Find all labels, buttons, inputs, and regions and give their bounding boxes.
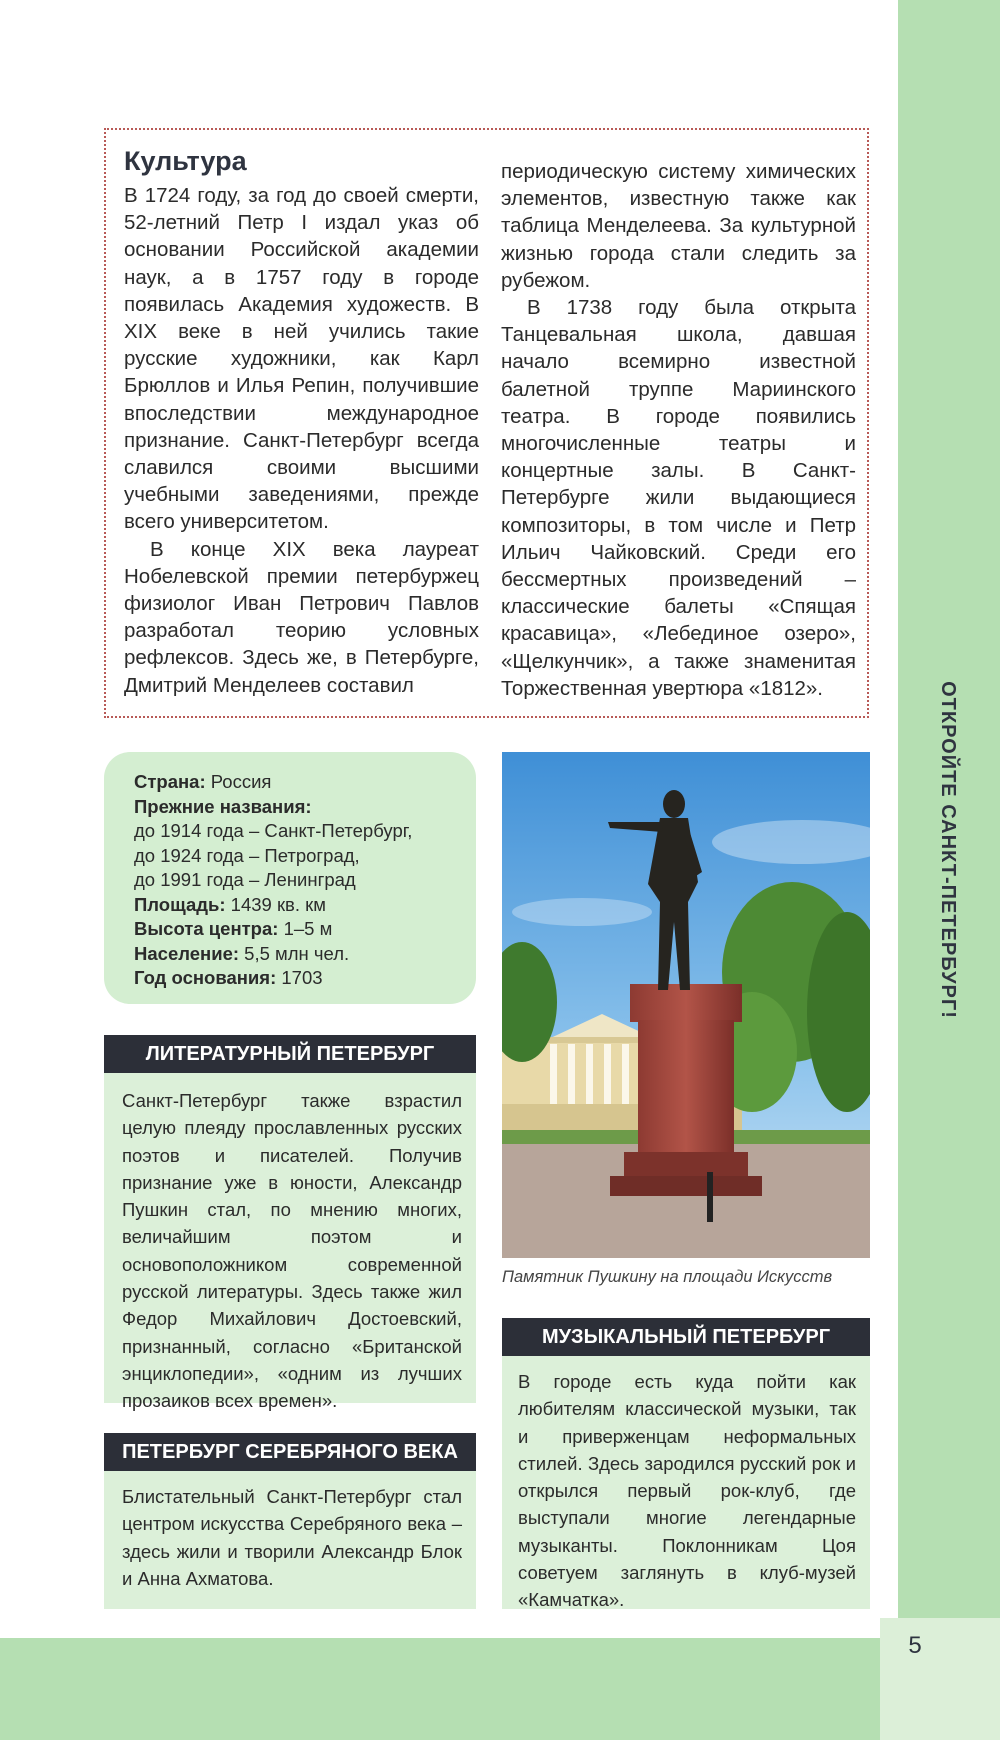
culture-right-column <box>501 158 856 702</box>
fact-former-name: до 1924 года – Петроград, <box>134 844 360 866</box>
literary-text: Санкт-Петербург также взрастил целую плеяду прославленных русских поэтов и писателей. Получив признание уже в юности, Александр Пушкин стал, по мнению многих, величайшим поэтом и основоположником современной русской литературы. Здесь также жил Федор Михайлович Достоевский, признанный, согласно «Британской энциклопедии», «одним из лучших прозаиков всех времен». <box>122 1090 462 1412</box>
musical-panel <box>502 1356 870 1609</box>
fact-population <box>134 942 464 967</box>
literary-heading: ЛИТЕРАТУРНЫЙ ПЕТЕРБУРГ <box>104 1035 476 1073</box>
fact-value: 1439 кв. км <box>225 893 326 915</box>
fact-former-names <box>134 795 464 820</box>
sign-post <box>707 1172 713 1222</box>
fact-label: Прежние названия: <box>134 795 312 817</box>
fact-value: Россия <box>205 771 272 792</box>
fact-label: Страна: <box>134 771 206 792</box>
page-number: 5 <box>908 1632 922 1659</box>
cloud <box>512 898 652 926</box>
fact-label: Население: <box>134 942 240 964</box>
culture-left-column <box>124 182 479 699</box>
fact-label: Год основания: <box>134 967 277 988</box>
fact-value: 5,5 млн чел. <box>239 942 350 964</box>
musical-heading: МУЗЫКАЛЬНЫЙ ПЕТЕРБУРГ <box>502 1318 870 1356</box>
silver-age-heading: ПЕТЕРБУРГ СЕРЕБРЯНОГО ВЕКА <box>104 1433 476 1471</box>
fact-value: 1703 <box>276 967 323 988</box>
facts-list <box>134 770 464 991</box>
musical-text: В городе есть куда пойти как любителям классической музыки, так и приверженцам неформальных стилей. Здесь зародился русский рок и открылся первый рок-клуб, где выступали многие легендарные музыканты. Поклонникам Цоя советуем заглянуть в клуб-музей «Камчатка». <box>518 1371 856 1611</box>
culture-paragraph: В конце XIX века лауреат Нобелевской премии петербуржец физиолог Иван Петрович Павлов разработал теорию условных рефлексов. Здесь же, в Петербурге, Дмитрий Менделеев составил <box>124 537 479 697</box>
fact-height <box>134 917 464 942</box>
silver-age-text: Блистательный Санкт-Петербург стал центром искусства Серебряного века – здесь жили и творили Александр Блок и Анна Ахматова. <box>122 1486 462 1589</box>
culture-paragraph: В 1738 году была открыта Танцевальная школа, давшая начало всемирно известной балетной труппе Мариинского театра. В городе появились многочисленные театры и концертные залы. В Санкт-Петербурге жили выдающиеся композиторы, в том числе и Петр Ильич Чайковский. Среди его бессмертных произведений – классические балеты «Спящая красавица», «Лебединое озеро», «Щелкунчик», а также знаменитая Торжественная увертюра «1812». <box>501 296 856 700</box>
photo-caption: Памятник Пушкину на площади Искусств <box>502 1268 833 1286</box>
fact-country <box>134 770 464 795</box>
culture-title: Культура <box>124 146 247 176</box>
silver-age-panel <box>104 1471 476 1609</box>
culture-box <box>104 128 869 718</box>
fact-former-name: до 1991 года – Ленинград <box>134 869 356 890</box>
fact-founded <box>134 966 464 991</box>
bottom-band <box>0 1638 898 1740</box>
fact-label: Площадь: <box>134 893 226 915</box>
facts-box <box>104 752 476 1004</box>
fact-former-name: до 1914 года – Санкт-Петербург, <box>134 820 413 841</box>
fact-label: Высота центра: <box>134 918 279 939</box>
fact-value: 1–5 м <box>278 918 333 939</box>
culture-paragraph: периодическую систему химических элементов, известную также как таблица Менделеева. За культурной жизнью города стали следить за рубежом. <box>501 160 856 292</box>
side-title: ОТКРОЙТЕ САНКТ-ПЕТЕРБУРГ! <box>937 681 959 1019</box>
pushkin-monument-photo <box>502 752 870 1258</box>
fact-area <box>134 893 464 918</box>
monument-illustration <box>502 752 870 1258</box>
literary-panel <box>104 1073 476 1412</box>
culture-paragraph: В 1724 году, за год до своей смерти, 52-летний Петр I издал указ об основании Российской академии наук, а в 1757 году в городе появилась Академия художеств. В XIX веке в ней учились такие русские художники, как Карл Брюллов и Илья Репин, получившие впоследствии международное признание. Санкт-Петербург всегда славился своими высшими учебными заведениями, прежде всего университетом. <box>124 184 479 534</box>
